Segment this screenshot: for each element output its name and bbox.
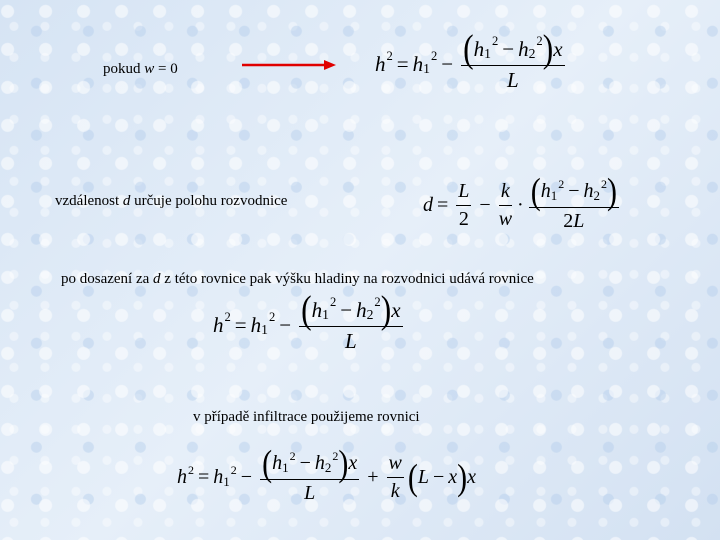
eq4-n-x: x xyxy=(348,452,358,474)
eq3-h: h xyxy=(213,312,224,337)
eq1-denominator: L xyxy=(506,68,519,93)
eq4-n-sup1: 2 xyxy=(289,448,296,463)
substitution-suffix: z této rovnice pak výšku hladiny na rozvodnici udává rovnice xyxy=(160,271,534,287)
eq4-L: L xyxy=(417,466,429,488)
eq2-h1: h xyxy=(540,180,551,202)
eq4-minus: − xyxy=(240,466,253,488)
eq3-n-h1: h xyxy=(311,297,323,322)
eq4-sup: 2 xyxy=(188,462,194,477)
eq4-sub1: 1 xyxy=(223,474,230,490)
eq4-h: h xyxy=(177,466,187,488)
distance-prefix: vzdálenost xyxy=(55,193,123,209)
eq1-rparen: ) xyxy=(542,26,554,71)
distance-suffix: určuje polohu rozvodnice xyxy=(130,193,288,209)
eq4-plus: + xyxy=(367,466,379,488)
equation-2 xyxy=(423,170,623,233)
eq2-a-den: 2 xyxy=(458,208,469,230)
eq2-h2: h xyxy=(583,180,594,202)
eq2-rparen: ) xyxy=(606,170,617,213)
eq3-fraction xyxy=(299,287,402,354)
eq1-n-sup1: 2 xyxy=(491,34,499,49)
eq2-equals: = xyxy=(437,194,449,216)
distance-text xyxy=(55,193,287,210)
eq4-b-den: k xyxy=(390,480,400,502)
eq2-sub2: 2 xyxy=(593,188,600,204)
distance-var: d xyxy=(122,193,131,209)
equation-1 xyxy=(375,26,569,93)
eq3-n-sub1: 1 xyxy=(322,306,329,322)
eq2-c-minus: − xyxy=(568,180,580,202)
eq4-fraction-b xyxy=(387,452,404,503)
eq2-a-num: L xyxy=(456,180,471,206)
eq1-equals: = xyxy=(396,51,409,76)
eq1-n-h2: h xyxy=(518,36,529,61)
eq4-sup2: 2 xyxy=(230,462,237,477)
eq4-n-sub1: 1 xyxy=(282,460,289,476)
eq2-b-den: w xyxy=(498,208,513,230)
substitution-var: d xyxy=(153,271,161,287)
eq4-minus-2: − xyxy=(432,466,445,488)
eq2-lparen: ( xyxy=(530,170,541,213)
eq3-sub1: 1 xyxy=(261,321,268,337)
eq3-sup: 2 xyxy=(224,310,231,325)
eq4-equals: = xyxy=(198,466,210,488)
eq2-c-den xyxy=(563,208,584,233)
eq4-n-sup2: 2 xyxy=(332,448,339,463)
eq2-b-num: k xyxy=(499,180,512,206)
eq3-n-h2: h xyxy=(356,297,367,322)
eq3-lparen: ( xyxy=(301,287,312,332)
eq2-fraction-b xyxy=(499,180,512,231)
eq2-dot: · xyxy=(517,194,524,216)
condition-text xyxy=(103,61,178,78)
eq4-n-sub2: 2 xyxy=(324,460,332,476)
eq1-h1: h xyxy=(412,51,424,76)
eq4-denominator: L xyxy=(304,482,316,504)
eq3-minus: − xyxy=(279,312,292,337)
eq1-numerator xyxy=(461,26,564,71)
condition-prefix: pokud xyxy=(103,61,145,77)
eq3-denominator: L xyxy=(344,329,357,354)
eq4-lparen-2: ( xyxy=(407,456,418,499)
right-arrow-icon xyxy=(240,58,340,72)
eq4-rparen: ) xyxy=(338,442,349,485)
eq1-n-sub1: 1 xyxy=(484,45,491,61)
eq2-c-den-two: 2 xyxy=(563,210,574,232)
eq1-fraction xyxy=(461,26,564,93)
eq4-x-2: x xyxy=(467,466,477,488)
eq3-n-sup2: 2 xyxy=(374,295,381,310)
eq1-n-h1: h xyxy=(473,36,485,61)
condition-suffix: = 0 xyxy=(154,61,178,77)
infiltration-text: v případě infiltrace použijeme rovnici xyxy=(193,409,420,425)
equation-4 xyxy=(177,442,477,505)
eq2-d: d xyxy=(423,194,433,216)
eq4-lparen: ( xyxy=(262,442,273,485)
eq3-sup2: 2 xyxy=(268,310,276,325)
eq1-sup: 2 xyxy=(386,49,393,64)
eq2-c-num xyxy=(529,170,619,213)
eq1-n-sup2: 2 xyxy=(536,34,543,49)
eq2-sub1: 1 xyxy=(550,188,558,204)
eq3-n-x: x xyxy=(391,297,401,322)
eq1-n-minus: − xyxy=(502,36,515,61)
eq1-sup2: 2 xyxy=(430,49,438,64)
eq1-n-x: x xyxy=(553,36,563,61)
eq4-n-minus: − xyxy=(299,452,311,474)
eq3-numerator xyxy=(299,287,402,332)
equation-3 xyxy=(213,287,407,354)
eq1-h: h xyxy=(375,51,386,76)
eq1-lparen: ( xyxy=(463,26,474,71)
eq2-fraction-c xyxy=(529,170,619,233)
eq3-n-minus: − xyxy=(340,297,353,322)
condition-var: w xyxy=(144,61,155,77)
eq3-h1: h xyxy=(250,312,262,337)
eq4-b-num: w xyxy=(387,452,404,478)
eq1-sub1: 1 xyxy=(423,60,430,76)
eq4-n-h2: h xyxy=(314,452,325,474)
eq4-n-h1: h xyxy=(272,452,283,474)
eq2-sup2: 2 xyxy=(600,176,607,191)
eq3-n-sup1: 2 xyxy=(329,295,337,310)
eq2-fraction-a xyxy=(456,180,471,231)
substitution-text xyxy=(61,271,534,288)
eq3-rparen: ) xyxy=(380,287,392,332)
eq3-equals: = xyxy=(234,312,247,337)
eq4-numerator xyxy=(260,442,359,485)
eq4-rparen-2: ) xyxy=(457,456,468,499)
eq1-n-sub2: 2 xyxy=(528,45,536,61)
eq2-sup1: 2 xyxy=(558,176,565,191)
eq3-n-sub2: 2 xyxy=(366,306,374,322)
eq4-fraction-a xyxy=(260,442,359,505)
eq4-x: x xyxy=(448,466,458,488)
eq1-minus: − xyxy=(441,51,454,76)
substitution-prefix: po dosazení za xyxy=(61,271,154,287)
eq4-h1: h xyxy=(213,466,224,488)
eq2-minus: − xyxy=(479,194,491,216)
eq2-c-den-L: L xyxy=(573,210,585,232)
